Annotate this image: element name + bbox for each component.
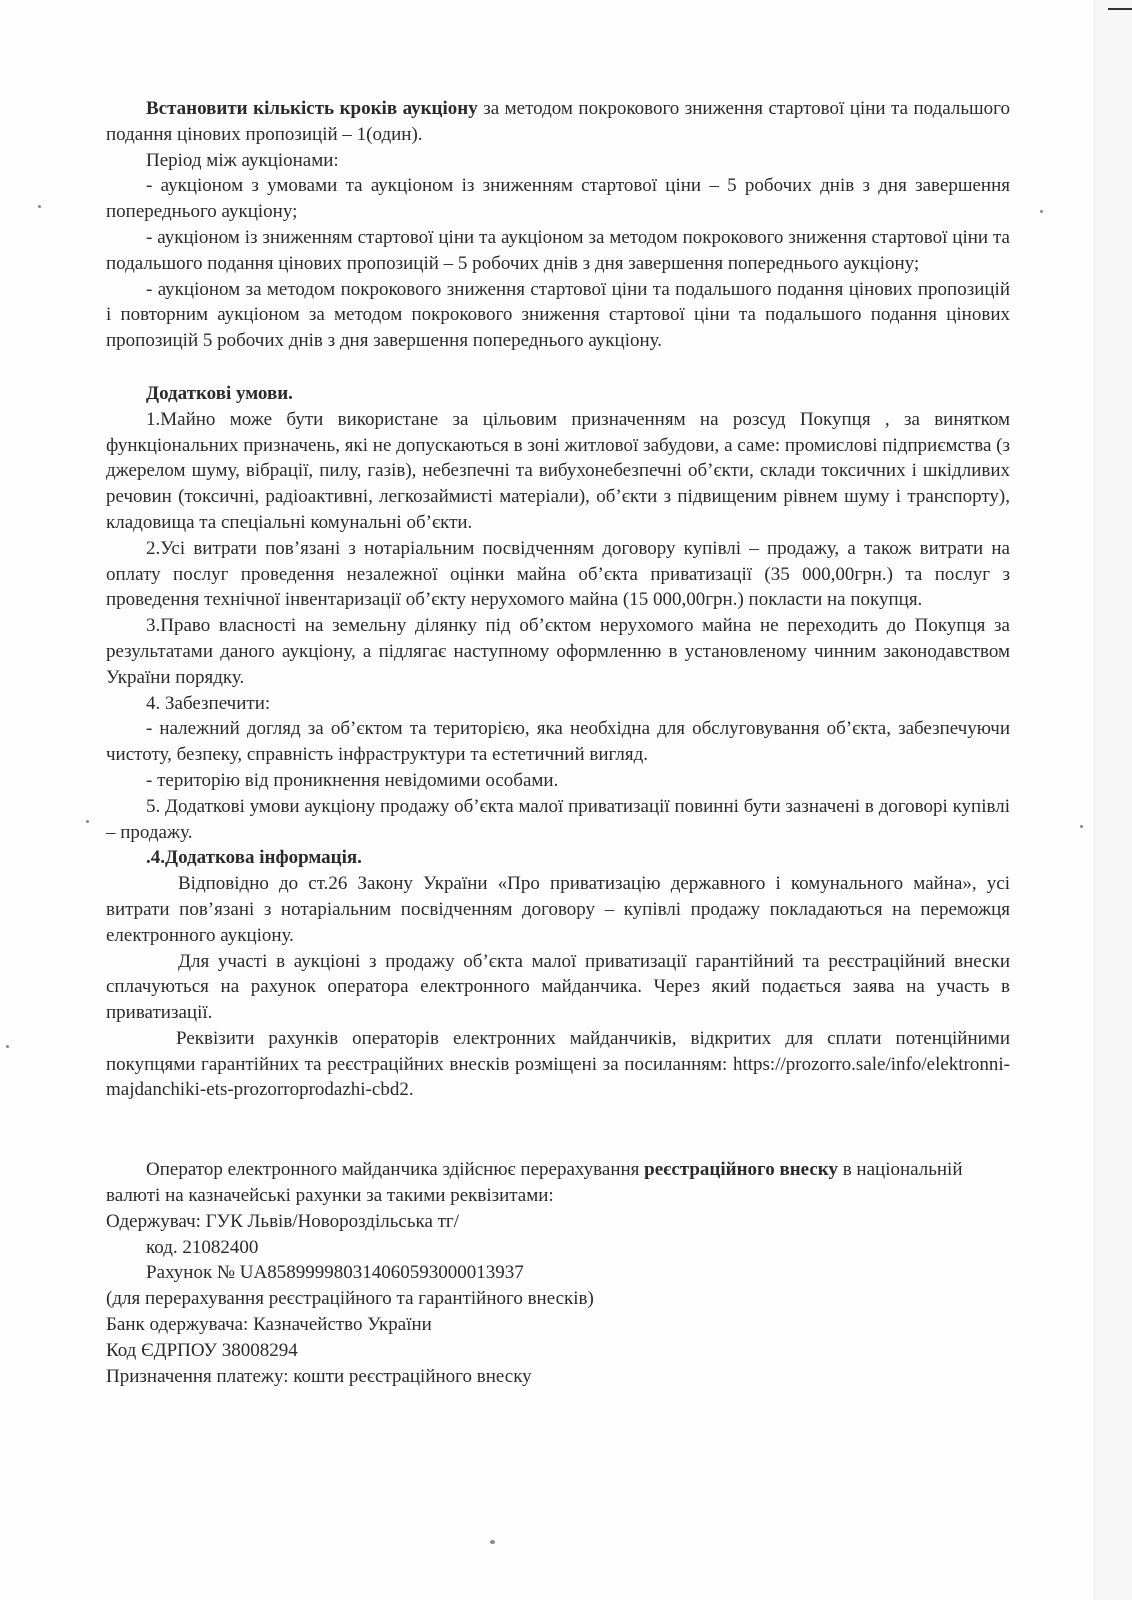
- payment-edrpou: Код ЄДРПОУ 38008294: [106, 1339, 298, 1361]
- period-item: - аукціоном із зниженням стартової ціни та аукціоном за методом покрокового зниження стартової ціни та подальшого подання цінових пропозицій – 5 робочих днів з дня завершення попереднього аукціону;: [106, 226, 1010, 274]
- payment-account-note: (для перерахування реєстраційного та гарантійного внесків): [106, 1288, 594, 1310]
- auction-steps-text: за методом покрокового зниження стартової ціни та подальшого подання цінових пропозицій – 1(один).: [106, 98, 1010, 145]
- payment-bank: Банк одержувача: Казначейство України: [106, 1314, 432, 1336]
- payment-code: код. 21082400: [146, 1236, 259, 1258]
- condition-item: 3.Право власності на земельну ділянку під об’єктом нерухомого майна не переходить до Покупця за результатами даного аукціону, а підлягає наступному оформленню в установленому чинним законодавством України порядку.: [106, 615, 1010, 688]
- auction-steps-paragraph: [106, 96, 1010, 148]
- condition-item: - належний догляд за об’єктом та територією, яка необхідна для обслуговування об’єкта, забезпечуючи чистоту, безпеку, справність інфраструктури та естетичний вигляд.: [106, 718, 1010, 766]
- scan-speck: [86, 820, 89, 823]
- scan-speck: [490, 1540, 495, 1544]
- additional-conditions-heading: Додаткові умови.: [146, 382, 293, 404]
- payment-intro-bold: реєстраційного внеску: [644, 1159, 838, 1181]
- payment-intro-text-end: в національній валюті на казначейські рахунки за такими реквізитами:: [106, 1159, 963, 1207]
- document-body: [106, 96, 1010, 1389]
- period-item: - аукціоном за методом покрокового зниження стартової ціни та подальшого подання цінових пропозицій і повторним аукціоном за методом покрокового зниження стартової ціни та подальшого подання цінових пропозицій 5 робочих днів з дня завершення попереднього аукціону.: [106, 278, 1010, 352]
- additional-info-paragraph: Відповідно до ст.26 Закону України «Про приватизацію державного і комунального майна», усі витрати пов’язані з нотаріальним посвідченням договору – купівлі продажу покладаються на переможця електронного аукціону.: [106, 873, 1010, 946]
- payment-purpose: Призначення платежу: кошти реєстраційного внеску: [106, 1365, 532, 1387]
- condition-item: - територію від проникнення невідомими особами.: [146, 769, 559, 791]
- additional-info-paragraph: Реквізити рахунків операторів електронних майданчиків, відкритих для сплати потенційними покупцями гарантійних та реєстраційних внесків розміщені за посиланням: https://prozorro.sale/info/elektronni-majdanchiki-ets-prozorroprodazhi-cbd2.: [106, 1027, 1010, 1101]
- scan-speck: [6, 1045, 9, 1048]
- payment-intro-text: Оператор електронного майданчика здійснює перерахування: [146, 1159, 645, 1181]
- additional-info-heading: .4.Додаткова інформація.: [146, 847, 362, 869]
- scan-speck: [38, 205, 41, 208]
- scan-corner-mark: [1108, 8, 1132, 10]
- payment-recipient: Одержувач: ГУК Львів/Новороздільська тг/: [106, 1210, 460, 1232]
- auction-steps-bold: Встановити кількість кроків аукціону: [146, 98, 478, 119]
- period-item: - аукціоном з умовами та аукціоном із зниженням стартової ціни – 5 робочих днів з дня завершення попереднього аукціону;: [106, 175, 1010, 223]
- condition-item: 4. Забезпечити:: [146, 692, 271, 714]
- condition-item: 5. Додаткові умови аукціону продажу об’єкта малої приватизації повинні бути зазначені в договорі купівлі – продажу.: [106, 795, 1010, 843]
- condition-item: 2.Усі витрати пов’язані з нотаріальним посвідченням договору купівлі – продажу, а також витрати на оплату послуг проведення незалежної оцінки майна об’єкта приватизації (35 000,00грн.) та послуг з проведення технічної інвентаризації об’єкту нерухомого майна (15 000,00грн.) покласти на покупця.: [106, 537, 1010, 611]
- condition-item: 1.Майно може бути використане за цільовим призначенням на розсуд Покупця , за винятком функціональних призначень, які не допускаються в зоні житлової забудови, а саме: промислові підприємства (з джерелом шуму, вібрації, пилу, газів), небезпечні та вибухонебезпечні об’єкти, склади токсичних і шкідливих речовин (токсичні, радіоактивні, легкозаймисті матеріали), об’єкти з підвищеним рівнем шуму і транспорту), кладовища та спеціальні комунальні об’єкти.: [106, 408, 1010, 533]
- period-heading: Період між аукціонами:: [146, 149, 339, 171]
- scan-edge: [1094, 0, 1132, 1600]
- payment-account: Рахунок № UA858999980314060593000013937: [146, 1262, 524, 1284]
- scan-speck: [1040, 210, 1043, 213]
- payment-intro: [106, 1157, 1010, 1209]
- scan-speck: [1080, 825, 1083, 828]
- additional-info-paragraph: Для участі в аукціоні з продажу об’єкта малої приватизації гарантійний та реєстраційний внески сплачуються на рахунок оператора електронного майданчика. Через який подається заява на участь в приватизації.: [106, 950, 1010, 1024]
